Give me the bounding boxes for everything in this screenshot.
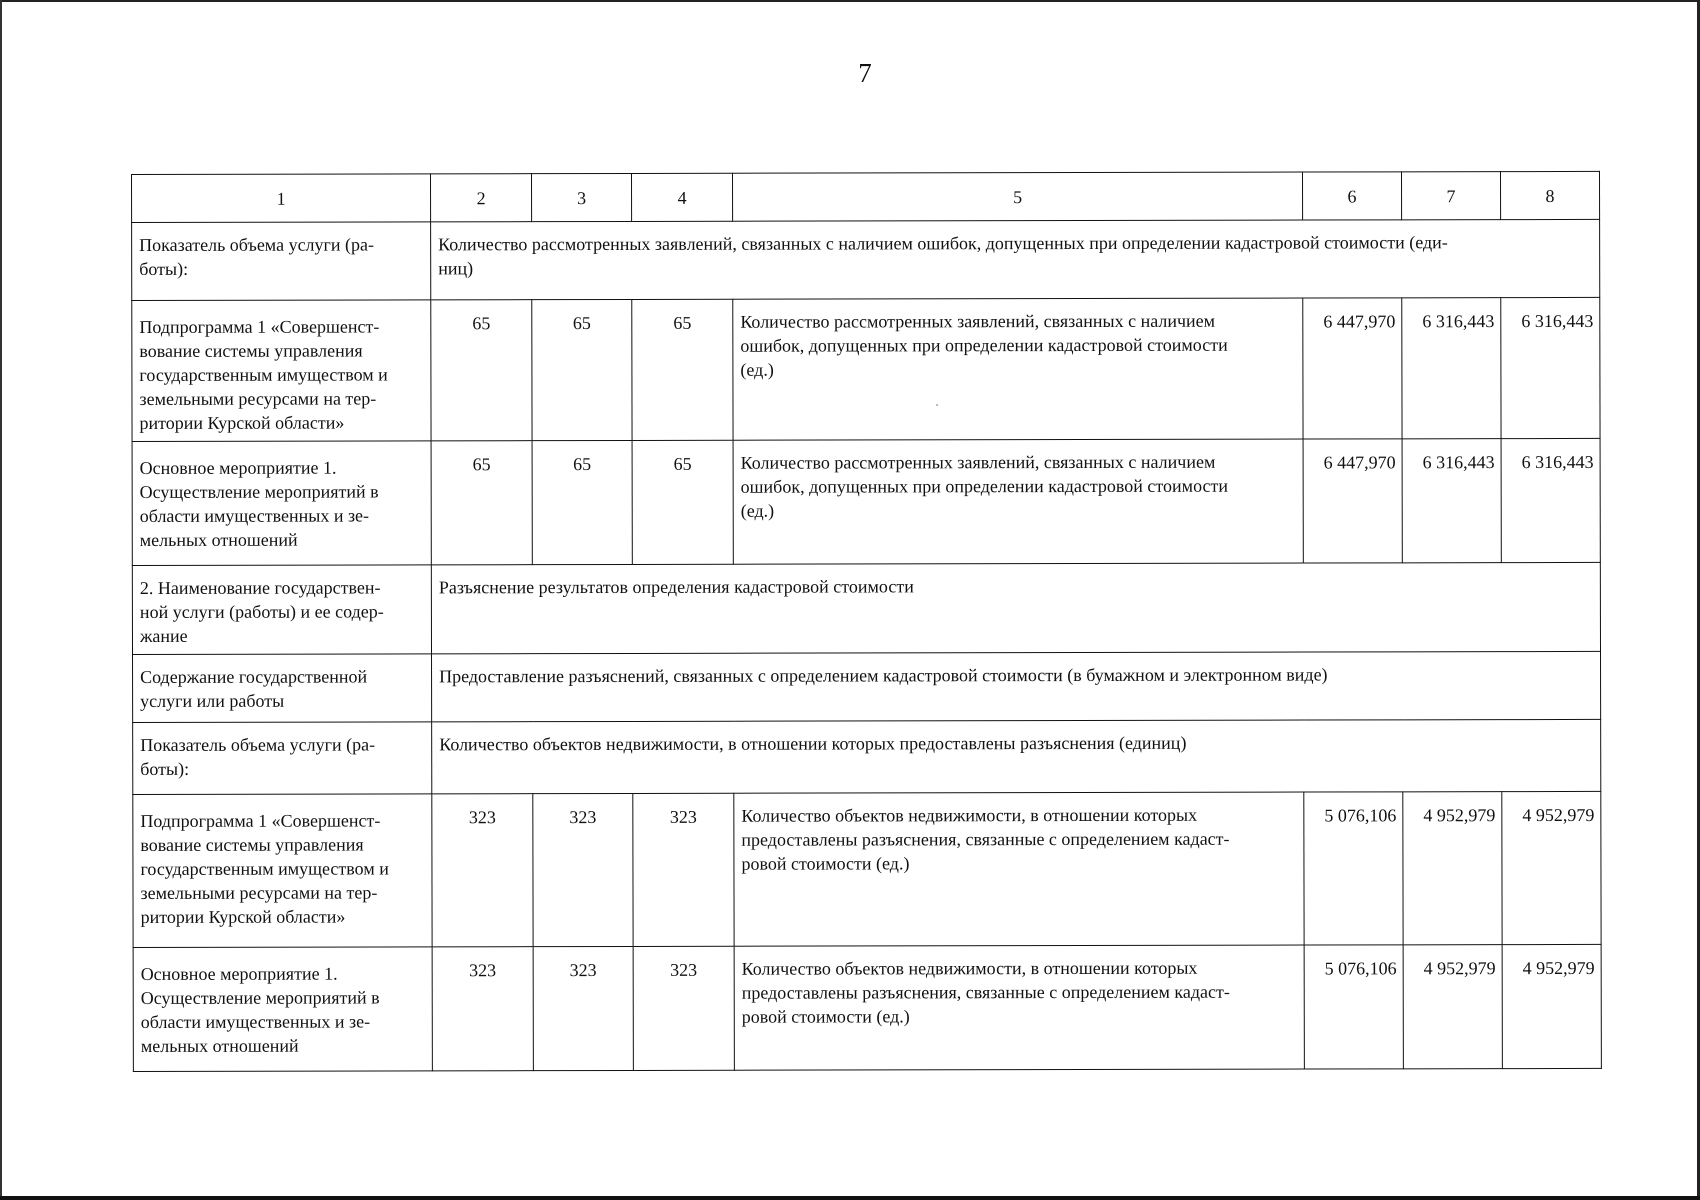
section-row <box>132 562 1600 654</box>
value-col-6: 5 076,106 <box>1304 945 1403 1069</box>
indicator-name: Количество рассмотренных заявлений, связанных с наличием ошибок, допущенных при определении кадастровой стоимости (ед.) <box>733 298 1303 440</box>
value-col-6: 6 447,970 <box>1303 439 1402 563</box>
value-col-3: 323 <box>533 793 633 946</box>
header-col-4: 4 <box>631 173 732 221</box>
value-col-2: 323 <box>432 947 533 1071</box>
indicator-name: Количество рассмотренных заявлений, связанных с наличием ошибок, допущенных при определении кадастровой стоимости (ед.) <box>733 439 1303 564</box>
report-table <box>131 171 1602 1072</box>
value-col-2: 323 <box>432 794 533 947</box>
header-col-5: 5 <box>732 172 1302 221</box>
value-col-7: 6 316,443 <box>1402 298 1501 439</box>
header-col-6: 6 <box>1302 172 1401 220</box>
row-label: Показатель объема услуги (ра- боты): <box>133 722 432 795</box>
scan-edge-top <box>0 0 1700 2</box>
row-description: Разъяснение результатов определения кадастровой стоимости <box>431 562 1600 653</box>
page-number: 7 <box>858 58 872 88</box>
row-description: Предоставление разъяснений, связанных с определением кадастровой стоимости (в бумажном и электронном виде) <box>432 651 1601 721</box>
header-col-2: 2 <box>431 174 532 222</box>
value-col-3: 65 <box>532 299 632 440</box>
value-col-3: 323 <box>533 946 633 1070</box>
value-col-7: 4 952,979 <box>1403 792 1502 945</box>
scan-speck <box>936 404 938 406</box>
section-row <box>133 651 1601 722</box>
row-label: Содержание государственной услуги или работы <box>133 654 432 723</box>
scan-edge-bottom <box>0 1196 1700 1200</box>
value-col-2: 65 <box>431 300 532 441</box>
indicator-name: Количество объектов недвижимости, в отношении которых предоставлены разъяснения, связанные с определением кадаст- ровой стоимости (ед.) <box>734 792 1304 946</box>
row-description: Количество рассмотренных заявлений, связанных с наличием ошибок, допущенных при определении кадастровой стоимости (еди- ниц) <box>431 219 1600 299</box>
value-col-3: 65 <box>532 440 632 564</box>
data-row <box>133 791 1601 947</box>
header-row <box>132 171 1600 222</box>
header-col-8: 8 <box>1500 171 1599 219</box>
report-table-body <box>132 171 1602 1071</box>
value-col-4: 323 <box>633 793 734 946</box>
value-col-4: 65 <box>632 440 733 564</box>
data-row <box>133 944 1601 1071</box>
value-col-6: 5 076,106 <box>1304 792 1403 945</box>
header-col-3: 3 <box>532 173 632 221</box>
value-col-7: 4 952,979 <box>1403 945 1502 1069</box>
value-col-2: 65 <box>431 441 532 565</box>
row-label: Подпрограмма 1 «Совершенст- вование системы управления государственным имуществом и земельными ресурсами на тер- ритории Курской области» <box>132 300 431 442</box>
value-col-8: 4 952,979 <box>1502 791 1601 944</box>
data-row <box>132 297 1600 441</box>
header-col-7: 7 <box>1401 172 1500 220</box>
value-col-4: 65 <box>632 299 733 440</box>
value-col-4: 323 <box>633 946 734 1070</box>
row-label: Основное мероприятие 1. Осуществление мероприятий в области имущественных и зе- мельных отношений <box>132 441 431 566</box>
value-col-8: 4 952,979 <box>1502 944 1601 1068</box>
row-label: Основное мероприятие 1. Осуществление мероприятий в области имущественных и зе- мельных отношений <box>133 947 432 1072</box>
section-row <box>133 719 1601 794</box>
indicator-name: Количество объектов недвижимости, в отношении которых предоставлены разъяснения, связанные с определением кадаст- ровой стоимости (ед.) <box>734 945 1304 1070</box>
header-col-1: 1 <box>132 174 431 223</box>
value-col-8: 6 316,443 <box>1501 297 1600 438</box>
row-label: Подпрограмма 1 «Совершенст- вование системы управления государственным имуществом и земельными ресурсами на тер- ритории Курской области» <box>133 794 432 948</box>
scan-edge-left <box>0 0 2 1200</box>
value-col-7: 6 316,443 <box>1402 439 1501 563</box>
value-col-6: 6 447,970 <box>1303 298 1402 439</box>
row-label: 2. Наименование государствен- ной услуги (работы) и ее содер- жание <box>132 565 431 655</box>
section-row <box>132 219 1600 300</box>
row-label: Показатель объема услуги (ра- боты): <box>132 222 431 301</box>
row-description: Количество объектов недвижимости, в отношении которых предоставлены разъяснения (единиц) <box>432 719 1601 793</box>
data-row <box>132 438 1600 565</box>
value-col-8: 6 316,443 <box>1501 438 1600 562</box>
